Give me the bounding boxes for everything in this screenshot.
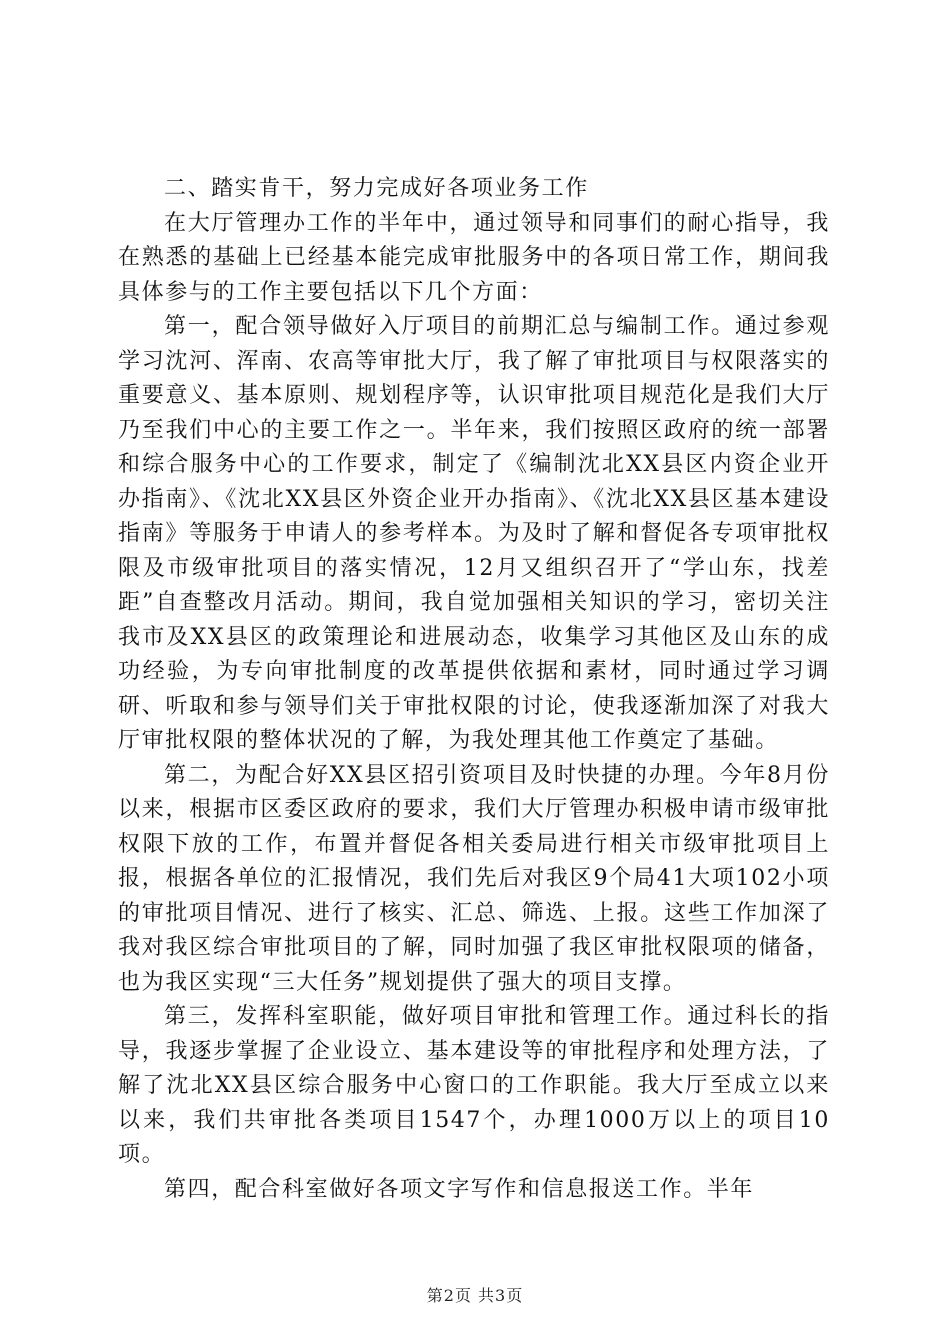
paragraph-third: 第三，发挥科室职能，做好项目审批和管理工作。通过科长的指导，我逐步掌握了企业设立、基本建设等的审批程序和处理方法，了解了沈北XX县区综合服务中心窗口的工作职能。我大厅至成立以来以来，我们共审批各类项目1547个，办理1000万以上的项目10项。 (118, 1004, 830, 1167)
paragraph-intro: 在大厅管理办工作的半年中，通过领导和同事们的耐心指导，我在熟悉的基础上已经基本能完成审批服务中的各项日常工作，期间我具体参与的工作主要包括以下几个方面： (118, 210, 830, 305)
paragraph-second: 第二，为配合好XX县区招引资项目及时快捷的办理。今年8月份以来，根据市区委区政府的要求，我们大厅管理办积极申请市级审批权限下放的工作，布置并督促各相关委局进行相关市级审批项目上报，根据各单位的汇报情况，我们先后对我区9个局41大项102小项的审批项目情况、进行了核实、汇总、筛选、上报。这些工作加深了我对我区综合审批项目的了解，同时加强了我区审批权限项的储备，也为我区实现“三大任务”规划提供了强大的项目支撑。 (118, 762, 830, 995)
section-heading: 二、踏实肯干，努力完成好各项业务工作 (164, 176, 589, 201)
paragraph-fourth: 第四，配合科室做好各项文字写作和信息报送工作。半年 (164, 1176, 755, 1202)
page-footer: 第2页 共3页 (426, 1286, 524, 1305)
paragraph-first: 第一，配合领导做好入厅项目的前期汇总与编制工作。通过参观学习沈河、浑南、农高等审批大厅，我了解了审批项目与权限落实的重要意义、基本原则、规划程序等，认识审批项目规范化是我们大厅乃至我们中心的主要工作之一。半年来，我们按照区政府的统一部署和综合服务中心的工作要求，制定了《编制沈北XX县区内资企业开办指南》、《沈北XX县区外资企业开办指南》、《沈北XX县区基本建设指南》等服务于申请人的参考样本。为及时了解和督促各专项审批权限及市级审批项目的落实情况，12月又组织召开了“学山东，找差距”自查整改月活动。期间，我自觉加强相关知识的学习，密切关注我市及XX县区的政策理论和进展动态，收集学习其他区及山东的成功经验，为专向审批制度的改革提供依据和素材，同时通过学习调研、听取和参与领导们关于审批权限的讨论，使我逐渐加深了对我大厅审批权限的整体状况的了解，为我处理其他工作奠定了基础。 (118, 314, 830, 753)
document-body (118, 172, 830, 1207)
